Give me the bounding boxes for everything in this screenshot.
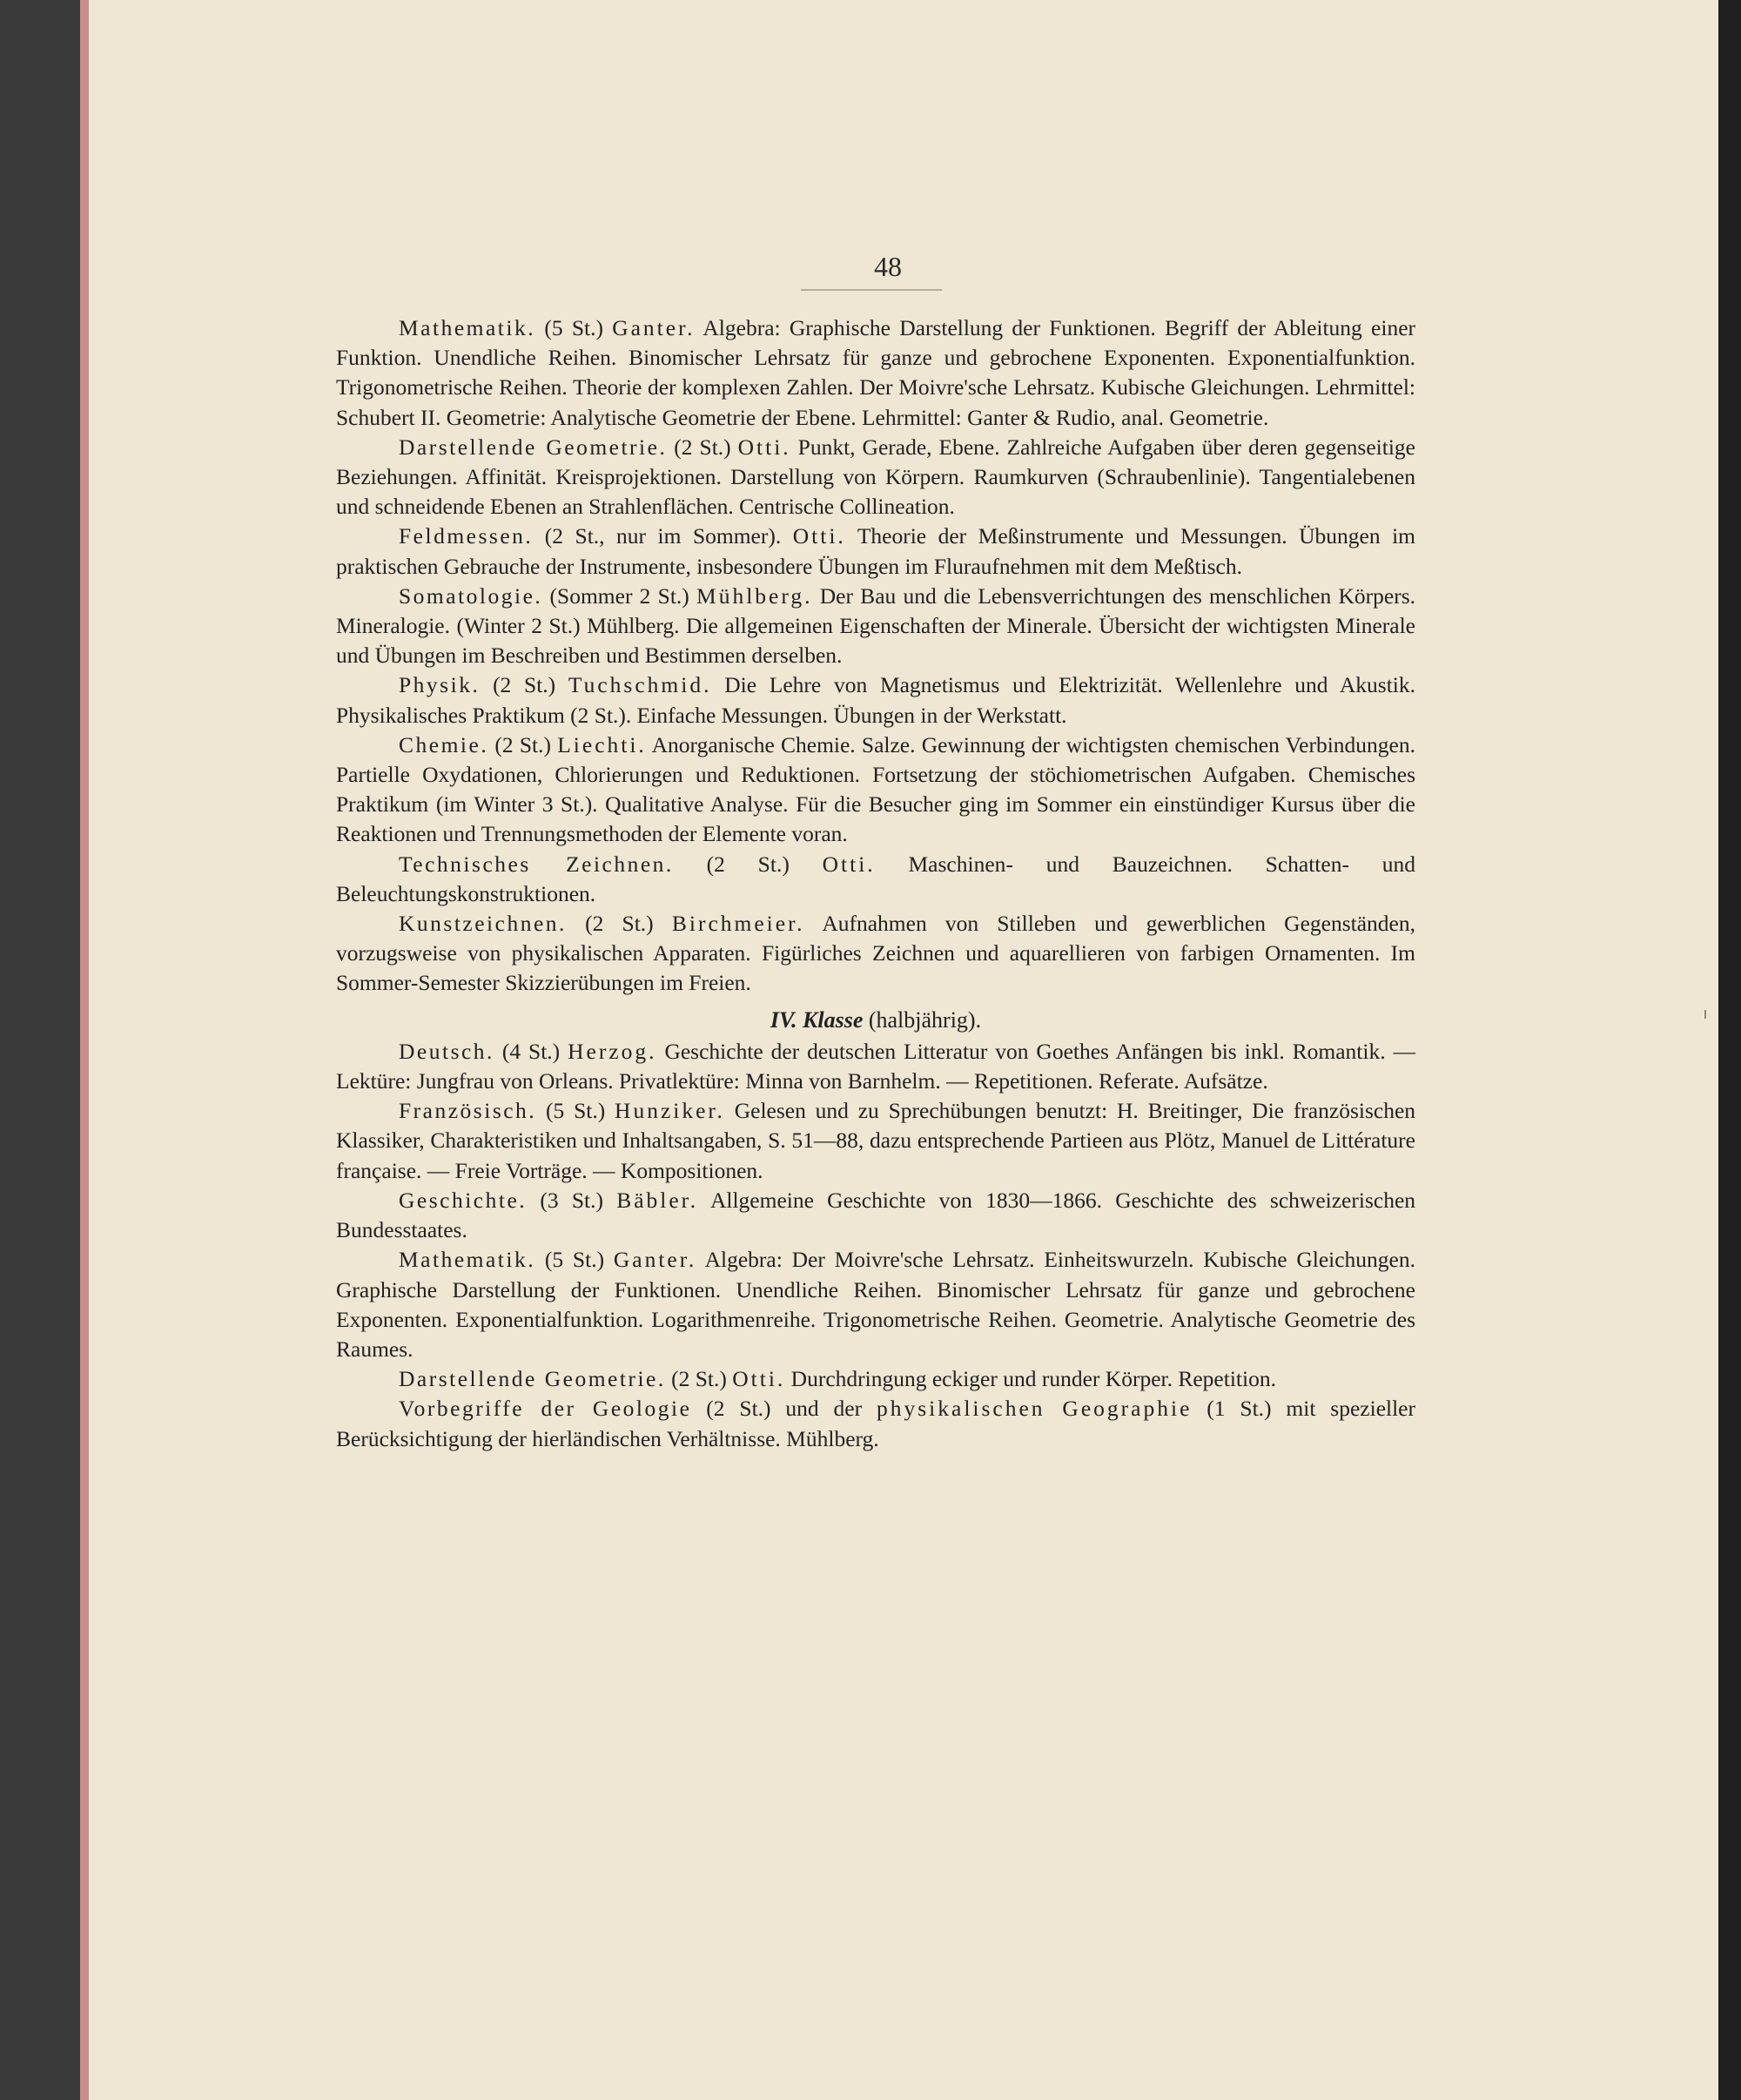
page-number: 48 xyxy=(874,251,902,282)
hours-text: (2 St., nur im Sommer). xyxy=(533,523,793,549)
teacher-name: Tuchschmid. xyxy=(568,672,712,698)
subject-name: Vorbegriffe der Geologie xyxy=(399,1396,692,1422)
teacher-name: Otti. xyxy=(737,434,791,460)
subject-name: Deutsch. xyxy=(399,1038,494,1064)
teacher-name: Otti. xyxy=(732,1366,786,1392)
teacher-name: Ganter. xyxy=(612,315,696,340)
teacher-name: Hunziker. xyxy=(615,1098,725,1124)
teacher-name: Otti. xyxy=(792,523,846,549)
subject-name: Mathematik. xyxy=(399,315,536,340)
description-text: Durchdringung eckiger und runder Körper. Repetition. xyxy=(785,1366,1276,1392)
description-text: Der Bau und die Lebensverrichtungen des menschlichen Körpers. Mineralogie. (Winter 2 St.) Mühlberg. Die allgemeinen Eigenschaften der Minerale. Übersicht der wichtigsten Minerale und Übungen im Beschreiben und Bestimmen derselben. xyxy=(336,582,1415,669)
subject-name: Kunstzeichnen. xyxy=(399,911,567,937)
description-text: Gelesen und zu Sprechübungen benutzt: H. Breitinger, Die französischen Klassiker, Charakteristiken und Inhaltsangaben, S. 51—88, dazu entsprechende Partieen aus Plötz, Manuel de Littérature française. — Freie Vorträge. — Kompositionen. xyxy=(336,1098,1416,1183)
subject-paragraph xyxy=(336,313,1415,433)
teacher-name: physikalischen Geographie xyxy=(877,1396,1193,1422)
hours-text: (2 St.) xyxy=(673,851,823,877)
margin-mark xyxy=(1704,1010,1706,1019)
hours-text: (3 St.) xyxy=(527,1187,617,1213)
teacher-name: Herzog. xyxy=(568,1038,657,1064)
description-text: Theorie der Meßinstrumente und Messungen. Übungen im praktischen Gebrauche der Instrumente, insbesondere Übungen im Fluraufnehmen mit dem Meßtisch. xyxy=(336,523,1415,579)
subject-paragraph xyxy=(336,522,1415,581)
heading-klasse: Klasse xyxy=(803,1006,864,1033)
teacher-name: Bäbler. xyxy=(616,1187,699,1213)
page-number-rule xyxy=(801,289,942,291)
description-text: (1 St.) mit spezieller Berücksichtigung der hierländischen Verhältnisse. Mühlberg. xyxy=(336,1396,1415,1451)
subject-name: Technisches Zeichnen. xyxy=(399,851,674,877)
hours-text: (2 St.) und der xyxy=(691,1396,877,1422)
hours-text: (2 St.) xyxy=(480,672,568,698)
description-text: Punkt, Gerade, Ebene. Zahlreiche Aufgaben über deren gegenseitige Beziehungen. Affinität. Kreisprojektionen. Darstellung von Körpern. Raumkurven (Schraubenlinie). Tangentialebenen und schneidende Ebenen an Strahlenflächen. Centrische Collineation. xyxy=(336,434,1415,520)
description-text: Algebra: Graphische Darstellung der Funktionen. Begriff der Ableitung einer Funktion. Unendliche Reihen. Binomischer Lehrsatz für ganze und gebrochene Exponenten. Exponentialfunktion. Trigonometrische Reihen. Theorie der komplexen Zahlen. Der Moivre'sche Lehrsatz. Kubische Gleichungen. Lehrmittel: Schubert II. Geometrie: Analytische Geometrie der Ebene. Lehrmittel: Ganter & Rudio, anal. Geometrie. xyxy=(336,315,1416,430)
subject-paragraph xyxy=(336,433,1415,522)
subject-name: Darstellende Geometrie. xyxy=(399,434,668,460)
description-text: Algebra: Der Moivre'sche Lehrsatz. Einheitswurzeln. Kubische Gleichungen. Graphische Darstellung der Funktionen. Unendliche Reihen. Binomischer Lehrsatz für ganze und gebrochene Exponenten. Exponentialfunktion. Logarithmenreihe. Trigonometrische Reihen. Geometrie. Analytische Geometrie des Raumes. xyxy=(336,1247,1415,1362)
subject-paragraph xyxy=(336,1364,1415,1394)
subject-paragraph xyxy=(336,1096,1415,1186)
subject-name: Feldmessen. xyxy=(399,523,534,549)
section-heading xyxy=(336,1006,1415,1035)
class-iv-section xyxy=(336,1037,1415,1454)
teacher-name: Ganter. xyxy=(613,1247,697,1273)
heading-roman: IV. xyxy=(770,1006,797,1033)
subject-paragraph xyxy=(336,909,1415,999)
scanner-edge xyxy=(1718,0,1741,2100)
description-text: Allgemeine Geschichte von 1830—1866. Geschichte des schweizerischen Bundesstaates. xyxy=(336,1187,1416,1243)
subject-paragraph xyxy=(336,1037,1415,1096)
subject-name: Geschichte. xyxy=(399,1187,528,1213)
subject-name: Physik. xyxy=(399,672,481,698)
subject-paragraph xyxy=(336,1186,1415,1245)
description-text: Anorganische Chemie. Salze. Gewinnung der wichtigsten chemischen Verbindungen. Partielle Oxydationen, Chlorierungen und Reduktionen. Fortsetzung der stöchiometrischen Aufgaben. Chemisches Praktikum (im Winter 3 St.). Qualitative Analyse. Für die Besucher ging im Sommer ein einstündiger Kursus über die Reaktionen und Trennungsmethoden der Elemente voran. xyxy=(336,731,1415,847)
subject-name: Darstellende Geometrie. xyxy=(399,1366,666,1392)
heading-note: (halbjährig). xyxy=(863,1006,982,1033)
subject-paragraph xyxy=(336,670,1415,730)
subject-name: Mathematik. xyxy=(399,1247,536,1273)
description-text: Die Lehre von Magnetismus und Elektrizität. Wellenlehre und Akustik. Physikalisches Praktikum (2 St.). Einfache Messungen. Übungen in der Werkstatt. xyxy=(336,672,1416,728)
subject-paragraph xyxy=(336,582,1415,671)
subject-paragraph xyxy=(336,1394,1415,1453)
description-text: Aufnahmen von Stilleben und gewerblichen Gegenständen, vorzugsweise von physikalischen Apparaten. Figürliches Zeichnen und aquarellieren von farbigen Ornamenten. Im Sommer-Semester Skizzierübungen im Freien. xyxy=(336,911,1415,996)
hours-text: (5 St.) xyxy=(535,1247,614,1273)
teacher-name: Otti. xyxy=(822,851,876,877)
teacher-name: Mühlberg. xyxy=(696,582,813,609)
hours-text: (2 St.) xyxy=(665,1366,733,1392)
teacher-name: Liechti. xyxy=(557,731,647,757)
description-text: Geschichte der deutschen Litteratur von Goethes Anfängen bis inkl. Romantik. — Lektüre: Jungfrau von Orleans. Privatlektüre: Minna von Barnhelm. — Repetitionen. Referate. Aufsätze. xyxy=(336,1038,1415,1094)
hours-text: (2 St.) xyxy=(667,434,738,460)
hours-text: (4 St.) xyxy=(494,1038,568,1064)
hours-text: (5 St.) xyxy=(536,1098,615,1124)
hours-text: (5 St.) xyxy=(535,315,613,340)
subject-name: Französisch. xyxy=(399,1098,537,1124)
subject-name: Chemie. xyxy=(399,731,489,757)
subject-paragraph xyxy=(336,1245,1415,1364)
description-text: Maschinen- und Bauzeichnen. Schatten- und Beleuchtungskonstruktionen. xyxy=(336,851,1416,906)
hours-text: (Sommer 2 St.) xyxy=(542,582,697,609)
subject-paragraph xyxy=(336,850,1415,909)
teacher-name: Birchmeier. xyxy=(671,911,805,937)
hours-text: (2 St.) xyxy=(488,731,558,757)
hours-text: (2 St.) xyxy=(566,911,672,937)
subject-name: Somatologie. xyxy=(399,582,543,609)
class-iii-section xyxy=(336,313,1415,999)
page-content xyxy=(336,313,1415,1454)
subject-paragraph xyxy=(336,730,1415,850)
page-spine-edge xyxy=(80,0,89,2100)
